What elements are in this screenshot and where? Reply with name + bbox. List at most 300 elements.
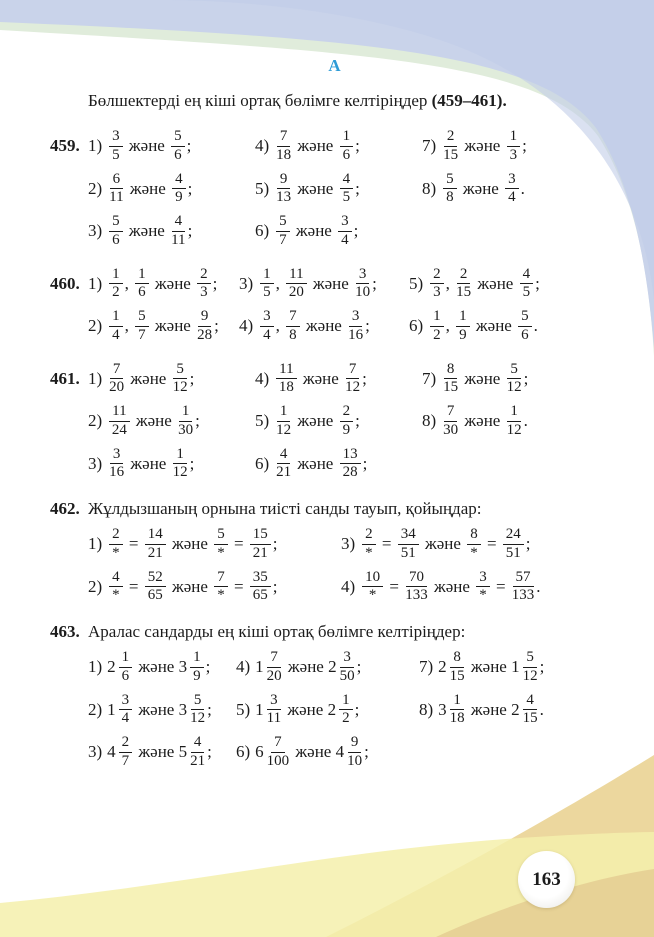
fraction: [109, 267, 123, 302]
fraction: [339, 693, 353, 728]
item-text: және: [134, 657, 179, 677]
fraction: [260, 309, 274, 344]
item-text: және: [283, 699, 328, 719]
item-text: ;: [372, 273, 377, 293]
item-label: 8): [419, 699, 434, 719]
item-label: 7): [422, 136, 437, 156]
exercise-item: [409, 267, 546, 302]
fraction: [172, 172, 186, 207]
fraction: [450, 693, 465, 728]
fraction-denominator: 2: [112, 284, 120, 301]
fraction-denominator: 2: [342, 710, 350, 727]
fraction-denominator: 51: [505, 544, 521, 561]
mixed-number: [438, 650, 467, 685]
intro-line: [88, 91, 620, 111]
problem-row: [50, 650, 620, 685]
item-label: 8): [422, 411, 437, 431]
fraction: [518, 309, 532, 344]
fraction-numerator: 1: [109, 309, 123, 327]
fraction-denominator: 13: [276, 189, 292, 206]
fraction: [109, 214, 123, 249]
exercise-item: [88, 267, 239, 302]
item-text: ;: [195, 411, 200, 431]
fraction-denominator: 30: [178, 421, 194, 438]
problem-row: [50, 172, 620, 207]
fraction-denominator: *: [217, 587, 225, 604]
whole-number: 4: [107, 742, 116, 762]
fraction-denominator: 12: [190, 710, 206, 727]
fraction-numerator: 3: [260, 309, 274, 327]
fraction-denominator: 28: [342, 464, 358, 481]
item-label: 3): [239, 273, 254, 293]
whole-number: 2: [328, 657, 337, 677]
fraction: [507, 404, 522, 439]
fraction-numerator: 5: [135, 309, 149, 327]
item-text: және: [126, 453, 171, 473]
fraction-numerator: 34: [398, 527, 419, 545]
fraction: [197, 309, 212, 344]
item-text: ,: [275, 316, 285, 336]
whole-number: 3: [438, 699, 447, 719]
fraction-numerator: 2: [430, 267, 444, 285]
exercise-item: [419, 693, 550, 728]
problem-row: [50, 570, 620, 605]
fraction: [119, 650, 133, 685]
fraction: [119, 735, 133, 770]
item-label: 3): [88, 742, 103, 762]
mixed-number: [107, 650, 134, 685]
fraction: [260, 267, 274, 302]
section-letter: А: [328, 56, 342, 75]
exercise-item: [422, 362, 534, 397]
item-label: 5): [409, 273, 424, 293]
item-text: және: [473, 273, 518, 293]
exercise-item: [88, 362, 255, 397]
mixed-number: [511, 693, 540, 728]
fraction: [109, 570, 123, 605]
mixed-number: [179, 693, 208, 728]
item-text: және: [291, 742, 336, 762]
item-label: 2): [88, 576, 103, 596]
fraction: [250, 570, 271, 605]
fraction: [171, 129, 185, 164]
item-label: 4): [341, 576, 356, 596]
exercise-item: [255, 404, 422, 439]
page-number-badge: [518, 851, 575, 908]
fraction-denominator: *: [365, 544, 373, 561]
item-text: =: [229, 534, 248, 554]
exercise-item: [88, 570, 341, 605]
item-text: ;: [205, 657, 211, 677]
item-label: 1): [88, 657, 103, 677]
fraction: [250, 527, 271, 562]
fraction: [276, 447, 291, 482]
item-text: және: [131, 411, 177, 431]
problem-row: [50, 693, 620, 728]
item-label: 2): [88, 699, 103, 719]
fraction-numerator: 15: [250, 527, 271, 545]
fraction: [347, 735, 362, 770]
fraction: [520, 267, 534, 302]
exercise-item: [422, 129, 533, 164]
item-text: ;: [365, 316, 370, 336]
exercise-item: [341, 527, 537, 562]
fraction: [443, 404, 458, 439]
fraction: [145, 527, 166, 562]
item-text: =: [229, 576, 248, 596]
exercise-item: [341, 570, 547, 605]
item-text: және: [460, 136, 505, 156]
whole-number: 2: [327, 699, 337, 719]
item-text: ,: [124, 316, 134, 336]
item-text: және: [124, 136, 170, 156]
exercise-item: [239, 309, 409, 344]
fraction-numerator: 8: [444, 362, 458, 380]
item-text: ;: [355, 136, 360, 156]
fraction-denominator: 21: [190, 752, 206, 769]
fraction-numerator: 4: [109, 570, 123, 588]
problem-463: [50, 622, 620, 770]
fraction-numerator: 3: [356, 267, 370, 285]
fraction-numerator: 1: [507, 129, 521, 147]
fraction-denominator: 7: [121, 752, 130, 769]
fraction: [178, 404, 193, 439]
fraction: [507, 362, 522, 397]
fraction-numerator: 2: [197, 267, 211, 285]
fraction-denominator: 15: [443, 379, 459, 396]
problem-461: [50, 362, 620, 482]
fraction-denominator: 18: [276, 146, 292, 163]
problem-459: [50, 129, 620, 249]
whole-number: 2: [107, 657, 116, 677]
mixed-number: [107, 735, 134, 770]
item-label: 1): [88, 136, 103, 156]
fraction-denominator: 12: [172, 464, 188, 481]
fraction: [109, 527, 123, 562]
whole-number: 3: [178, 657, 188, 677]
item-label: 2): [88, 316, 103, 336]
fraction-numerator: 5: [276, 214, 290, 232]
fraction: [443, 129, 458, 164]
exercise-item: [88, 693, 236, 728]
item-text: ;: [362, 453, 368, 473]
fraction-denominator: 16: [109, 464, 125, 481]
item-text: ;: [187, 178, 193, 198]
fraction-denominator: 5: [263, 284, 271, 301]
whole-number: 1: [255, 657, 264, 677]
page-number: 163: [532, 868, 561, 890]
fraction: [276, 129, 291, 164]
fraction-denominator: 51: [400, 544, 416, 561]
item-label: 6): [409, 316, 424, 336]
fraction-denominator: 3: [433, 284, 441, 301]
problem-number: 459.: [50, 136, 80, 156]
fraction-numerator: 4: [523, 693, 537, 711]
item-label: 3): [88, 453, 103, 473]
fraction-denominator: 133: [405, 587, 428, 604]
fraction: [340, 404, 354, 439]
fraction-numerator: 7: [277, 129, 291, 147]
item-text: және: [167, 576, 213, 596]
fraction-denominator: 4: [121, 710, 130, 727]
exercise-item: [88, 129, 255, 164]
fraction: [340, 447, 361, 482]
fraction-numerator: 10: [362, 570, 383, 588]
fraction-denominator: 12: [506, 379, 522, 396]
whole-number: 6: [255, 742, 264, 762]
item-text: және: [150, 316, 196, 336]
fraction-denominator: 6: [121, 667, 130, 684]
fraction-numerator: 9: [348, 735, 362, 753]
fraction-denominator: 6: [112, 231, 120, 248]
problem-row: [50, 214, 620, 249]
fraction: [135, 267, 149, 302]
fraction-numerator: 8: [450, 650, 464, 668]
fraction-numerator: 7: [444, 404, 458, 422]
whole-number: 2: [511, 699, 520, 719]
fraction-numerator: 3: [267, 693, 281, 711]
item-label: 4): [255, 368, 270, 388]
fraction-numerator: 4: [172, 214, 186, 232]
fraction: [523, 693, 538, 728]
fraction-denominator: 4: [508, 189, 516, 206]
fraction-numerator: 11: [109, 404, 129, 422]
fraction-numerator: 57: [513, 570, 534, 588]
fraction-numerator: 13: [340, 447, 361, 465]
item-text: ;: [355, 411, 360, 431]
fraction-numerator: 1: [450, 693, 464, 711]
item-label: 1): [88, 273, 103, 293]
fraction-denominator: *: [112, 587, 120, 604]
fraction: [214, 527, 228, 562]
item-text: ;: [522, 136, 527, 156]
fraction: [276, 362, 296, 397]
fraction-numerator: 4: [520, 267, 534, 285]
fraction-denominator: 5: [522, 284, 531, 301]
fraction: [190, 650, 204, 685]
fraction-denominator: 4: [263, 326, 271, 343]
fraction-denominator: 65: [147, 587, 163, 604]
item-text: және: [429, 576, 475, 596]
item-text: және: [134, 742, 179, 762]
item-label: 3): [341, 534, 356, 554]
fraction-numerator: 5: [214, 527, 228, 545]
whole-number: 3: [178, 699, 188, 719]
mixed-number: [328, 693, 355, 728]
fraction-denominator: 100: [266, 752, 290, 769]
item-label: 2): [88, 178, 103, 198]
item-text: ;: [535, 273, 540, 293]
fraction: [503, 527, 524, 562]
fraction-numerator: 3: [338, 214, 352, 232]
fraction-numerator: 24: [503, 527, 524, 545]
fraction-denominator: 28: [197, 326, 213, 343]
exercise-item: [88, 527, 341, 562]
fraction-numerator: 11: [286, 267, 306, 285]
item-text: және: [150, 273, 196, 293]
fraction-denominator: 11: [109, 189, 124, 206]
fraction-denominator: *: [217, 544, 225, 561]
item-text: және: [293, 453, 338, 473]
exercise-item: [255, 129, 422, 164]
fraction: [214, 570, 228, 605]
fraction-denominator: 9: [193, 667, 201, 684]
item-text: ;: [212, 273, 218, 293]
fraction-numerator: 3: [349, 309, 363, 327]
fraction-denominator: 6: [174, 146, 182, 163]
fraction-denominator: 7: [279, 231, 287, 248]
fraction-numerator: 1: [340, 129, 354, 147]
item-text: .: [523, 411, 528, 431]
exercise-item: [236, 693, 419, 728]
fraction-denominator: 12: [506, 421, 522, 438]
exercise-item: [88, 172, 255, 207]
fraction: [171, 214, 185, 249]
fraction-denominator: 7: [138, 326, 146, 343]
fraction-numerator: 5: [173, 362, 187, 380]
fraction-numerator: 11: [276, 362, 296, 380]
fraction-denominator: 4: [341, 231, 349, 248]
item-text: және: [124, 221, 170, 241]
fraction: [109, 172, 123, 207]
fraction: [398, 527, 419, 562]
item-text: ;: [214, 316, 219, 336]
fraction-numerator: 1: [109, 267, 123, 285]
item-label: 5): [255, 411, 270, 431]
exercise-item: [422, 404, 534, 439]
fraction-denominator: 20: [266, 667, 282, 684]
item-text: ;: [525, 534, 531, 554]
fraction-denominator: 50: [339, 667, 355, 684]
exercise-item: [88, 214, 255, 249]
whole-number: 2: [438, 657, 447, 677]
fraction-numerator: 5: [443, 172, 457, 190]
item-text: =: [491, 576, 510, 596]
item-text: ;: [355, 178, 360, 198]
fraction: [443, 362, 458, 397]
item-text: және: [125, 178, 171, 198]
item-text: және: [283, 657, 329, 677]
fraction: [355, 267, 370, 302]
exercise-item: [255, 447, 422, 482]
item-text: ;: [207, 742, 212, 762]
fraction: [340, 650, 355, 685]
fraction-numerator: 7: [214, 570, 228, 588]
problem-row: [50, 527, 620, 562]
fraction-numerator: 1: [339, 693, 353, 711]
problem-row: [50, 129, 620, 164]
mixed-number: [336, 735, 365, 770]
fraction: [267, 693, 281, 728]
item-text: =: [377, 534, 396, 554]
fraction: [145, 570, 166, 605]
item-text: ,: [275, 273, 285, 293]
fraction: [109, 404, 129, 439]
exercise-item: [409, 309, 544, 344]
item-text: және: [167, 534, 213, 554]
item-text: .: [520, 178, 525, 198]
whole-number: 1: [511, 657, 520, 677]
item-text: және: [134, 699, 179, 719]
fraction-denominator: 15: [443, 146, 459, 163]
fraction-numerator: 52: [145, 570, 166, 588]
item-text: және: [301, 316, 347, 336]
item-text: ;: [362, 368, 367, 388]
fraction: [190, 735, 205, 770]
fraction-numerator: 2: [444, 129, 458, 147]
mixed-number: [179, 735, 208, 770]
fraction-numerator: 1: [456, 309, 470, 327]
fraction: [476, 570, 490, 605]
fraction-numerator: 4: [191, 735, 205, 753]
fraction-numerator: 35: [250, 570, 271, 588]
problems-list: [50, 129, 620, 770]
fraction-denominator: 5: [342, 189, 351, 206]
intro-text: Бөлшектерді ең кіші ортақ бөлімге келтіріңдер: [88, 91, 432, 110]
fraction: [467, 527, 481, 562]
fraction-denominator: 4: [112, 326, 120, 343]
fraction-denominator: 6: [521, 326, 529, 343]
problem-row: [50, 362, 620, 397]
fraction: [523, 650, 538, 685]
item-text: ,: [124, 273, 134, 293]
fraction: [505, 172, 519, 207]
fraction: [362, 570, 383, 605]
fraction-numerator: 6: [110, 172, 124, 190]
item-label: 7): [419, 657, 434, 677]
fraction-numerator: 1: [179, 404, 193, 422]
fraction-denominator: 11: [171, 231, 186, 248]
fraction-denominator: *: [470, 544, 478, 561]
fraction-numerator: 7: [286, 309, 300, 327]
fraction: [345, 362, 360, 397]
item-label: 5): [236, 699, 251, 719]
fraction: [276, 214, 290, 249]
item-text: ;: [364, 742, 369, 762]
fraction: [443, 172, 457, 207]
item-text: ;: [272, 534, 278, 554]
fraction-denominator: 20: [288, 284, 304, 301]
fraction-numerator: 9: [277, 172, 291, 190]
item-text: және: [126, 368, 171, 388]
item-text: ;: [272, 576, 278, 596]
item-label: 5): [255, 178, 270, 198]
item-text: және: [293, 136, 338, 156]
item-text: және: [298, 368, 344, 388]
fraction-numerator: 1: [135, 267, 149, 285]
fraction-numerator: 4: [340, 172, 354, 190]
fraction-numerator: 1: [260, 267, 274, 285]
problem-heading-row: [50, 622, 620, 642]
fraction: [119, 693, 133, 728]
exercise-item: [88, 650, 236, 685]
fraction: [340, 172, 354, 207]
item-text: және: [460, 368, 505, 388]
item-text: ;: [356, 657, 362, 677]
fraction: [338, 214, 352, 249]
item-text: және: [293, 411, 338, 431]
item-label: 8): [422, 178, 437, 198]
item-text: және: [466, 699, 512, 719]
mixed-number: [255, 650, 284, 685]
item-text: және: [420, 534, 466, 554]
fraction: [430, 267, 444, 302]
fraction: [109, 362, 124, 397]
item-text: және: [293, 178, 338, 198]
fraction-denominator: *: [479, 587, 487, 604]
exercise-item: [255, 362, 422, 397]
fraction-denominator: 12: [172, 379, 188, 396]
